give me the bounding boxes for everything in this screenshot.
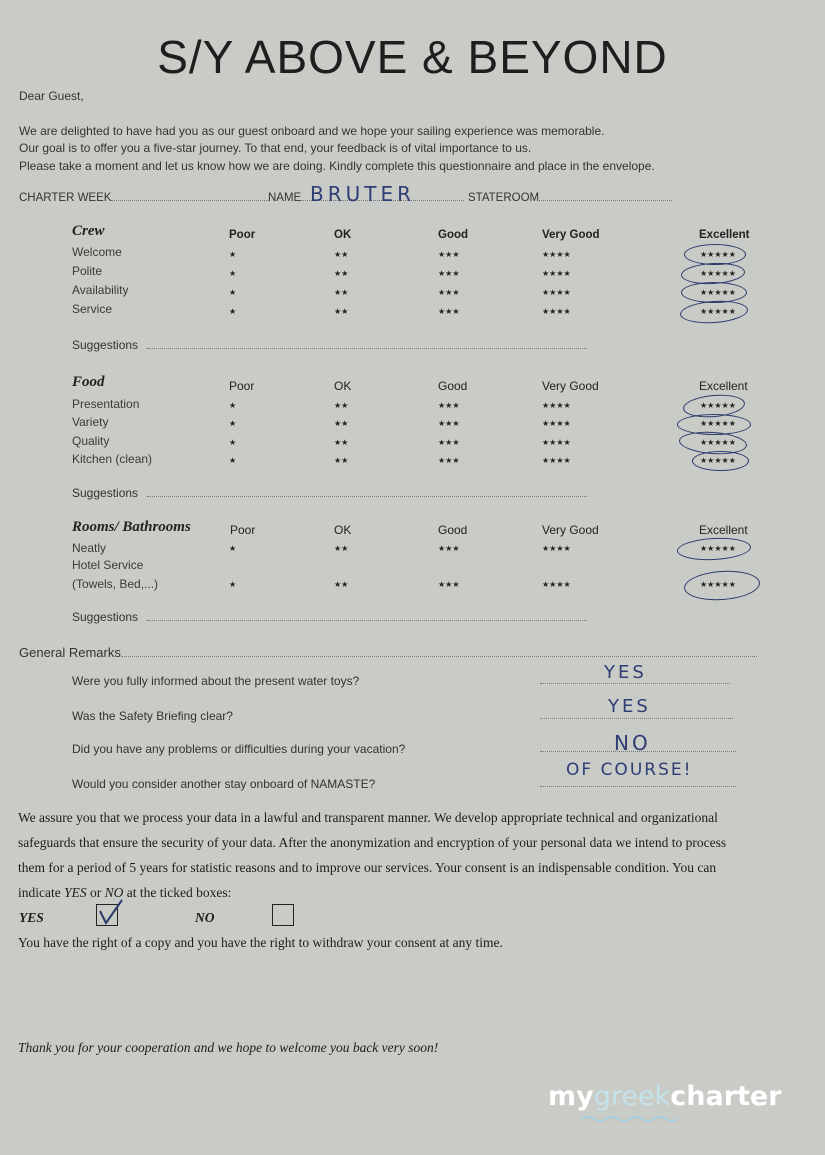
rating-ok-stars[interactable]: ★★: [334, 544, 349, 553]
rating-very-good-stars[interactable]: ★★★★: [542, 288, 571, 297]
indicate-or: or: [86, 885, 105, 900]
logo-part-my: my: [548, 1081, 594, 1112]
general-remarks-line[interactable]: [121, 656, 757, 657]
rooms-header-good: Good: [438, 523, 468, 537]
charter-week-line[interactable]: [111, 200, 269, 201]
intro-line-1: We are delighted to have had you as our guest onboard and we hope your sailing experience was memorable.: [19, 124, 605, 138]
greeting: Dear Guest,: [19, 89, 84, 103]
selection-circle: [679, 299, 748, 326]
rating-excellent-stars[interactable]: ★★★★★: [700, 307, 736, 316]
food-suggestions[interactable]: [72, 486, 587, 500]
mygreekcharter-logo: [548, 1081, 782, 1112]
crew-header-poor: Poor: [229, 229, 256, 241]
crew-header-very-good: Very Good: [542, 229, 600, 241]
rating-good-stars[interactable]: ★★★: [438, 269, 460, 278]
page-title: S/Y ABOVE & BEYOND: [157, 31, 668, 83]
question-safety-briefing: Was the Safety Briefing clear?: [72, 709, 233, 723]
crew-row-welcome: Welcome: [72, 245, 122, 259]
checkmark-icon: [95, 897, 125, 927]
rating-poor-stars[interactable]: ★: [229, 544, 237, 553]
rating-ok-stars[interactable]: ★★: [334, 456, 349, 465]
food-header-poor: Poor: [229, 379, 255, 393]
rating-good-stars[interactable]: ★★★: [438, 307, 460, 316]
rooms-row-neatly: Neatly: [72, 541, 107, 555]
suggestions-line[interactable]: [147, 496, 587, 497]
selection-circle: [692, 451, 749, 471]
rooms-header-ok: OK: [334, 523, 352, 537]
rooms-row-towels-bed: (Towels, Bed,...): [72, 577, 159, 591]
consent-line-3: them for a period of 5 years for statistic reasons and to improve our services. Your consent is an indispensable condition. You can: [18, 860, 717, 875]
rating-very-good-stars[interactable]: ★★★★: [542, 269, 571, 278]
answer-safety-briefing: YES: [608, 696, 651, 717]
rating-good-stars[interactable]: ★★★: [438, 456, 460, 465]
consent-yes-checkbox[interactable]: [96, 904, 118, 926]
consent-no-label: NO: [195, 910, 215, 925]
rating-good-stars[interactable]: ★★★: [438, 580, 460, 589]
selection-circle: [683, 568, 761, 602]
selection-circle: [681, 282, 747, 303]
name-handwritten: BRUTER: [310, 182, 416, 206]
rating-good-stars[interactable]: ★★★: [438, 288, 460, 297]
general-remarks[interactable]: [19, 645, 757, 660]
rating-very-good-stars[interactable]: ★★★★: [542, 307, 571, 316]
rating-excellent-stars[interactable]: ★★★★★: [700, 438, 736, 447]
indicate-no: NO: [104, 885, 124, 900]
rating-poor-stars[interactable]: ★: [229, 288, 237, 297]
rating-poor-stars[interactable]: ★: [229, 456, 237, 465]
food-row-kitchen: Kitchen (clean): [72, 452, 153, 466]
crew-suggestions[interactable]: [72, 338, 587, 352]
answer-another-stay: OF COURSE!: [566, 760, 693, 780]
rating-very-good-stars[interactable]: ★★★★: [542, 544, 571, 553]
food-row-presentation: Presentation: [72, 397, 140, 411]
intro-line-2: Our goal is to offer you a five-star journey. To that end, your feedback is of vital importance to us.: [19, 141, 532, 155]
food-row-variety: Variety: [72, 415, 109, 429]
rating-very-good-stars[interactable]: ★★★★: [542, 456, 571, 465]
crew-header-excellent: Excellent: [699, 229, 750, 241]
rating-excellent-stars[interactable]: ★★★★★: [700, 401, 736, 410]
indicate-tail: at the ticked boxes:: [123, 885, 232, 900]
crew-row-polite: Polite: [72, 264, 103, 278]
rooms-suggestions[interactable]: [72, 610, 587, 624]
rating-poor-stars[interactable]: ★: [229, 250, 237, 259]
indicate-yes: YES: [64, 885, 87, 900]
food-header-good: Good: [438, 379, 468, 393]
charter-week-label: CHARTER WEEK: [19, 192, 112, 204]
wave-icon: [580, 1114, 680, 1124]
suggestions-label: Suggestions: [72, 486, 139, 500]
rooms-header-very-good: Very Good: [542, 523, 599, 537]
stateroom-label: STATEROOM: [468, 192, 540, 204]
rating-excellent-stars[interactable]: ★★★★★: [700, 250, 736, 259]
intro-line-3: Please take a moment and let us know how we are doing. Kindly complete this questionnaire and place in the envelope.: [19, 159, 655, 173]
rating-excellent-stars[interactable]: ★★★★★: [700, 269, 736, 278]
rating-poor-stars[interactable]: ★: [229, 580, 237, 589]
rating-ok-stars[interactable]: ★★: [334, 419, 349, 428]
question-problems: Did you have any problems or difficulties during your vacation?: [72, 742, 406, 756]
rating-ok-stars[interactable]: ★★: [334, 269, 349, 278]
indicate-text: indicate: [18, 885, 65, 900]
consent-line-2: safeguards that ensure the security of your data. After the anonymization and encryption of your personal data we intend to process: [18, 835, 727, 850]
general-remarks-label: General Remarks: [19, 645, 121, 660]
rating-excellent-stars[interactable]: ★★★★★: [700, 544, 736, 553]
closing-text: Thank you for your cooperation and we hope to welcome you back very soon!: [18, 1040, 439, 1055]
food-header-excellent: Excellent: [699, 379, 748, 393]
rating-very-good-stars[interactable]: ★★★★: [542, 401, 571, 410]
rating-very-good-stars[interactable]: ★★★★: [542, 419, 571, 428]
consent-line-1: We assure you that we process your data in a lawful and transparent manner. We develop appropriate technical and organizational: [18, 810, 718, 825]
answer-line[interactable]: [540, 683, 730, 684]
suggestions-line[interactable]: [147, 348, 587, 349]
rating-ok-stars[interactable]: ★★: [334, 401, 349, 410]
rating-poor-stars[interactable]: ★: [229, 307, 237, 316]
charter-week-field[interactable]: [19, 192, 269, 204]
suggestions-label: Suggestions: [72, 610, 139, 624]
stateroom-line[interactable]: [539, 200, 672, 201]
food-row-quality: Quality: [72, 434, 110, 448]
food-header-ok: OK: [334, 379, 352, 393]
rating-good-stars[interactable]: ★★★: [438, 401, 460, 410]
rating-poor-stars[interactable]: ★: [229, 438, 237, 447]
rooms-header-poor: Poor: [230, 523, 256, 537]
answer-line[interactable]: [540, 786, 736, 787]
rating-good-stars[interactable]: ★★★: [438, 544, 460, 553]
stateroom-field[interactable]: [468, 192, 672, 204]
question-water-toys: Were you fully informed about the present water toys?: [72, 674, 360, 688]
crew-header-ok: OK: [334, 229, 352, 241]
rating-excellent-stars[interactable]: ★★★★★: [700, 580, 736, 589]
answer-problems: NO: [614, 731, 651, 755]
rating-poor-stars[interactable]: ★: [229, 401, 237, 410]
suggestions-label: Suggestions: [72, 338, 139, 352]
rating-very-good-stars[interactable]: ★★★★: [542, 438, 571, 447]
logo-part-greek: greek: [593, 1081, 671, 1112]
rating-ok-stars[interactable]: ★★: [334, 438, 349, 447]
rating-good-stars[interactable]: ★★★: [438, 419, 460, 428]
rating-excellent-stars[interactable]: ★★★★★: [700, 456, 736, 465]
crew-row-availability: Availability: [72, 283, 129, 297]
rating-excellent-stars[interactable]: ★★★★★: [700, 288, 736, 297]
answer-line[interactable]: [540, 718, 733, 719]
selection-circle: [684, 244, 746, 265]
logo-part-charter: charter: [670, 1081, 782, 1112]
crew-section-title: Crew: [72, 223, 105, 239]
name-label: NAME: [268, 192, 302, 204]
rating-ok-stars[interactable]: ★★: [334, 580, 349, 589]
rooms-section-title: Rooms/ Bathrooms: [72, 519, 191, 535]
rating-poor-stars[interactable]: ★: [229, 269, 237, 278]
rooms-row-hotel-service: Hotel Service: [72, 558, 144, 572]
crew-row-service: Service: [72, 302, 113, 316]
rating-very-good-stars[interactable]: ★★★★: [542, 580, 571, 589]
consent-copy-right: You have the right of a copy and you have the right to withdraw your consent at any time.: [18, 935, 503, 950]
rating-ok-stars[interactable]: ★★: [334, 307, 349, 316]
consent-yes-label: YES: [19, 910, 44, 925]
answer-water-toys: YES: [604, 662, 647, 683]
suggestions-line[interactable]: [147, 620, 587, 621]
rooms-header-excellent: Excellent: [699, 523, 748, 537]
rating-very-good-stars[interactable]: ★★★★: [542, 250, 571, 259]
rating-ok-stars[interactable]: ★★: [334, 288, 349, 297]
rating-good-stars[interactable]: ★★★: [438, 250, 460, 259]
crew-header-good: Good: [438, 229, 469, 241]
rating-poor-stars[interactable]: ★: [229, 419, 237, 428]
food-header-very-good: Very Good: [542, 379, 599, 393]
consent-no-checkbox[interactable]: [272, 904, 294, 926]
food-section-title: Food: [72, 374, 105, 390]
selection-circle: [676, 536, 751, 562]
rating-ok-stars[interactable]: ★★: [334, 250, 349, 259]
question-another-stay: Would you consider another stay onboard of NAMASTE?: [72, 777, 376, 791]
rating-good-stars[interactable]: ★★★: [438, 438, 460, 447]
rating-excellent-stars[interactable]: ★★★★★: [700, 419, 736, 428]
